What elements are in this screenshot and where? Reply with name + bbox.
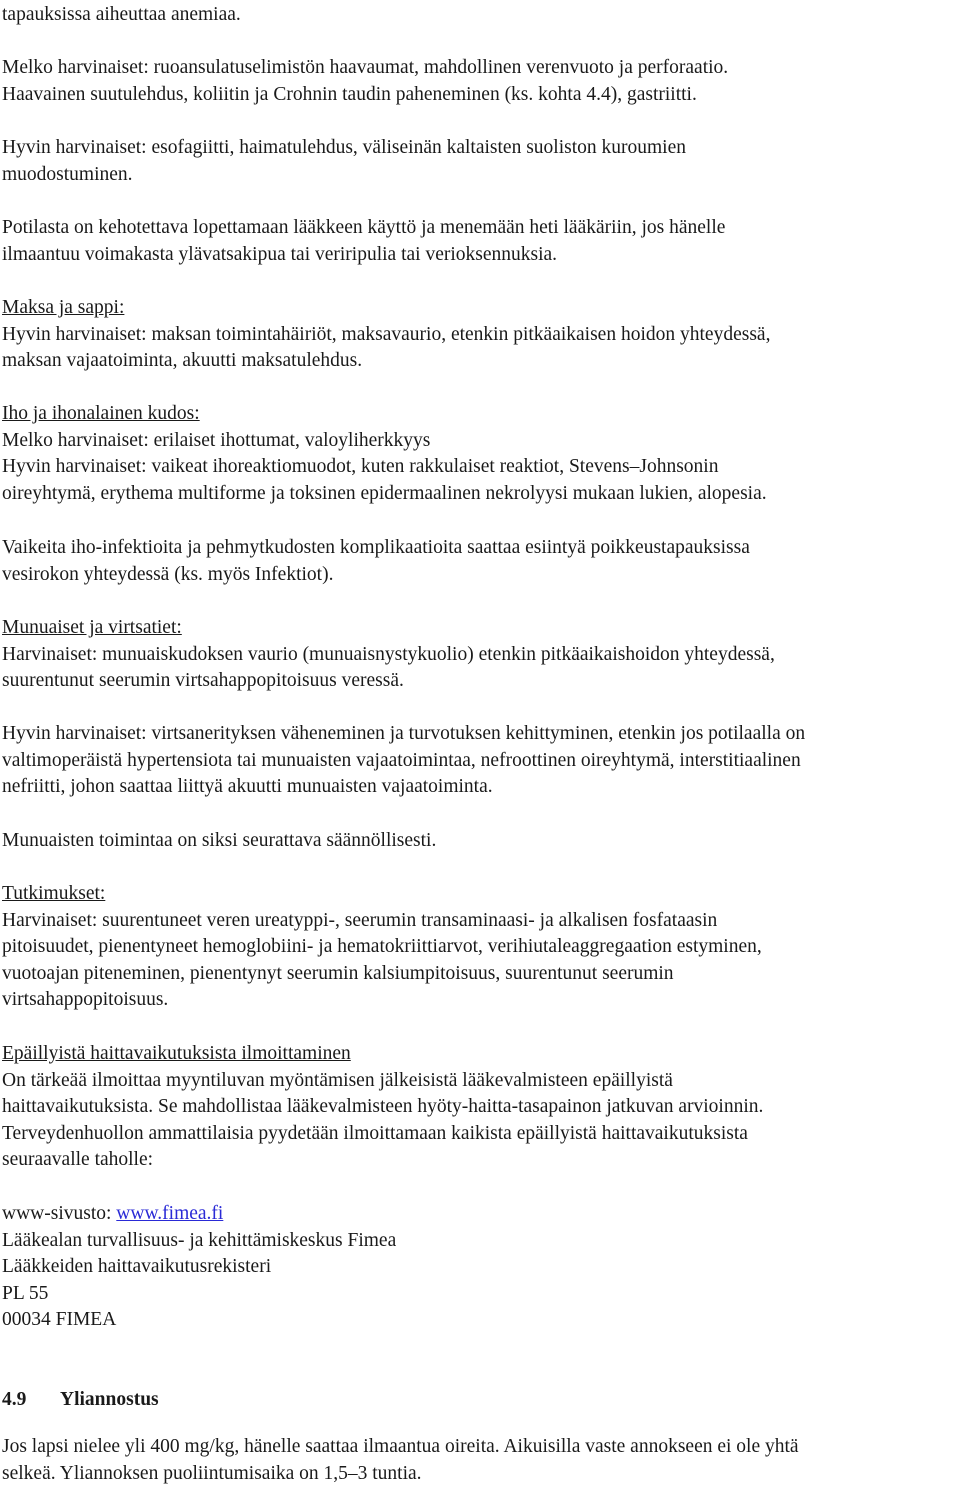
- paragraph-gi-very-rare: [2, 135, 958, 188]
- text-line: Jos lapsi nielee yli 400 mg/kg, hänelle saattaa ilmaantua oireita. Aikuisilla vaste annokseen ei ole yhtä: [2, 1436, 799, 1457]
- text-line: Hyvin harvinaiset: virtsanerityksen väheneminen ja turvotuksen kehittyminen, etenkin jos potilaalla on: [2, 723, 806, 744]
- section-investigations: [2, 881, 958, 1014]
- text-line: virtsahappopitoisuus.: [2, 989, 169, 1010]
- text-line: suurentunut seerumin virtsahappopitoisuus veressä.: [2, 670, 404, 691]
- text-line: valtimoperäistä hypertensiota tai munuaisten vajaatoimintaa, nefroottinen oireyhtymä, interstitiaalinen: [2, 749, 801, 771]
- contact-line: Lääkkeiden haittavaikutusrekisteri: [2, 1256, 272, 1277]
- text-line: maksan vajaatoiminta, akuutti maksatulehdus.: [2, 350, 363, 371]
- text-line: Hyvin harvinaiset: vaikeat ihoreaktiomuodot, kuten rakkulaiset reaktiot, Stevens–Johnsonin: [2, 456, 719, 477]
- contact-line: 00034 FIMEA: [2, 1309, 117, 1330]
- heading-kidneys: Munuaiset ja virtsatiet:: [2, 617, 182, 638]
- section-number: 4.9: [2, 1389, 27, 1410]
- text-line: vesirokon yhteydessä (ks. myös Infektiot).: [2, 563, 334, 585]
- text-line: pitoisuudet, pienentyneet hemoglobiini- ja hematokriittiarvot, verihiutaleaggregaation estyminen,: [2, 936, 762, 957]
- website-label: www-sivusto:: [2, 1203, 117, 1224]
- section-reporting: [2, 1041, 958, 1174]
- heading-investigations: Tutkimukset:: [2, 883, 106, 904]
- paragraph-skin-infections: [2, 535, 958, 588]
- contact-block: [2, 1201, 958, 1334]
- contact-line: Lääkealan turvallisuus- ja kehittämiskeskus Fimea: [2, 1229, 397, 1251]
- paragraph-anemia: [2, 2, 958, 29]
- text-line: Harvinaiset: munuaiskudoksen vaurio (munuaisnystykuolio) etenkin pitkäaikaishoidon yhteydessä,: [2, 643, 775, 665]
- text-line: Hyvin harvinaiset: maksan toimintahäiriöt, maksavaurio, etenkin pitkäaikaisen hoidon yhteydessä,: [2, 323, 771, 345]
- paragraph-kidneys-very-rare: [2, 721, 958, 801]
- text-line: haittavaikutuksista. Se mahdollistaa lääkevalmisteen hyöty-haitta-tasapainon jatkuvan arvioinnin.: [2, 1096, 764, 1117]
- text-line: ilmaantuu voimakasta ylävatsakipua tai veriripulia tai verioksennuksia.: [2, 243, 558, 265]
- text-line: nefriitti, johon saattaa liittyä akuutti munuaisten vajaatoiminta.: [2, 776, 493, 797]
- text-line: On tärkeää ilmoittaa myyntiluvan myöntämisen jälkeisistä lääkevalmisteen epäillyistä: [2, 1069, 673, 1091]
- text-line: Harvinaiset: suurentuneet veren ureatyppi-, seerumin transaminaasi- ja alkalisen fosfataasin: [2, 909, 718, 931]
- section-heading-overdose: [2, 1387, 958, 1414]
- section-title: Yliannostus: [60, 1389, 159, 1410]
- section-skin: [2, 401, 958, 507]
- text-line: Munuaisten toimintaa on siksi seurattava säännöllisesti.: [2, 830, 437, 851]
- heading-liver: Maksa ja sappi:: [2, 297, 125, 318]
- paragraph-gi-uncommon: [2, 55, 958, 108]
- heading-skin: Iho ja ihonalainen kudos:: [2, 403, 200, 424]
- section-liver: [2, 295, 958, 375]
- paragraph-patient-advice: [2, 215, 958, 268]
- text-line: Terveydenhuollon ammattilaisia pyydetään ilmoittamaan kaikista epäillyistä haittavaikutuksista: [2, 1122, 748, 1144]
- text-line: Melko harvinaiset: erilaiset ihottumat, valoyliherkkyys: [2, 429, 431, 451]
- fimea-link[interactable]: www.fimea.fi: [116, 1203, 224, 1224]
- paragraph-overdose: [2, 1434, 958, 1487]
- text-line: Vaikeita iho-infektioita ja pehmytkudosten komplikaatioita saattaa esiintyä poikkeustapauksissa: [2, 537, 750, 558]
- text-line: selkeä. Yliannoksen puoliintumisaika on 1,5–3 tuntia.: [2, 1462, 422, 1484]
- heading-reporting: Epäillyistä haittavaikutuksista ilmoittaminen: [2, 1043, 351, 1064]
- text-line: seuraavalle taholle:: [2, 1149, 154, 1170]
- paragraph-kidney-monitoring: [2, 828, 958, 855]
- text-line: muodostuminen.: [2, 163, 133, 185]
- section-kidneys: [2, 615, 958, 695]
- text-line: Potilasta on kehotettava lopettamaan lääkkeen käyttö ja menemään heti lääkäriin, jos hänelle: [2, 217, 726, 238]
- text-line: Haavainen suutulehdus, koliitin ja Crohnin taudin paheneminen (ks. kohta 4.4), gastriitti.: [2, 83, 697, 105]
- contact-line: PL 55: [2, 1282, 49, 1304]
- text-line: Hyvin harvinaiset: esofagiitti, haimatulehdus, väliseinän kaltaisten suoliston kuroumien: [2, 137, 686, 158]
- text-line: Melko harvinaiset: ruoansulatuselimistön haavaumat, mahdollinen verenvuoto ja perforaatio.: [2, 57, 729, 78]
- website-line: [2, 1201, 958, 1228]
- text-line: vuotoajan piteneminen, pienentynyt seerumin kalsiumpitoisuus, suurentunut seerumin: [2, 962, 674, 984]
- text-line: oireyhtymä, erythema multiforme ja toksinen epidermaalinen nekrolyysi mukaan lukien, alopesia.: [2, 482, 767, 504]
- text-line: tapauksissa aiheuttaa anemiaa.: [2, 4, 241, 25]
